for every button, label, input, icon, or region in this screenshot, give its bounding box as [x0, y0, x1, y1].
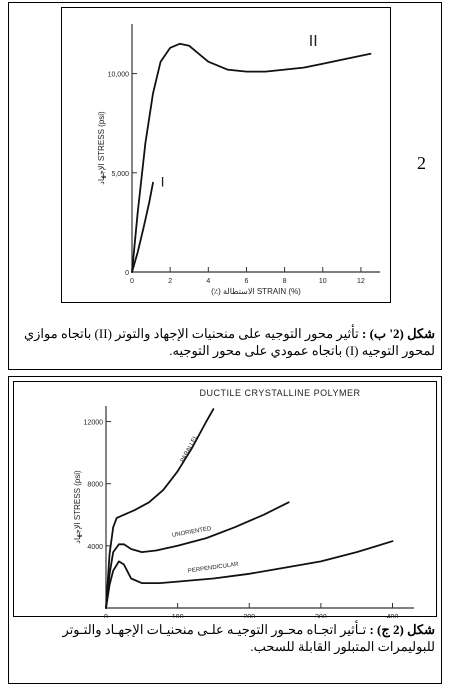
x-axis-label: (٪) الاستطالة STRAIN (%) — [211, 287, 301, 296]
chart-1-svg — [62, 8, 392, 304]
stress-strain-plot-1 — [61, 7, 391, 303]
series-line-unoriented — [106, 502, 289, 608]
x-tick-label: 400 — [386, 614, 399, 618]
x-tick-label: 2 — [168, 278, 173, 285]
series-label-unoriented: UNORIENTED — [171, 526, 212, 539]
series-label-perpendicular: PERPENDICULAR — [187, 561, 239, 575]
chart-2-svg — [14, 382, 438, 618]
y-axis-label: الإجهاد STRESS (psi) — [73, 470, 82, 544]
x-tick-label: 4 — [206, 278, 211, 285]
x-tick-label: 0 — [130, 278, 134, 285]
x-tick-label: 10 — [318, 278, 327, 285]
figure-1-caption — [15, 325, 435, 359]
caption-text: تأثير محور التوجيه على منحنيات الإجهاد والتوتر (II) باتجاه موازي لمحور التوجيه (I) باتجاه عمودي على محور التوجيه. — [23, 326, 435, 358]
y-tick-label: 4000 — [87, 543, 103, 551]
caption-label: شكل (2 ج) : — [369, 622, 435, 637]
series-line-i — [132, 183, 153, 272]
caption-label: شكل (2' ب) : — [361, 326, 435, 341]
x-tick-label: 200 — [243, 614, 256, 618]
x-tick-label: 300 — [315, 614, 327, 618]
series-label-i: I — [160, 173, 165, 190]
figure-2-caption — [15, 621, 435, 655]
figure-2-panel — [8, 376, 442, 684]
y-axis-label: الإجهاد STRESS (psi) — [97, 111, 106, 185]
series-line-ii — [132, 44, 371, 272]
series-label-parallel: PARALLEL — [179, 434, 200, 464]
chart-title: DUCTILE CRYSTALLINE POLYMER — [199, 388, 361, 398]
figure-1-panel — [8, 2, 442, 370]
stress-strain-plot-2 — [13, 381, 437, 617]
x-tick-label: 6 — [244, 278, 249, 285]
x-tick-label: 100 — [171, 614, 184, 618]
x-tick-label: 0 — [104, 614, 108, 618]
series-label-ii: II — [308, 32, 318, 50]
figure-number: 2 — [417, 153, 426, 173]
x-tick-label: 8 — [282, 278, 287, 285]
y-tick-label: 0 — [125, 270, 129, 277]
y-tick-label: 12000 — [83, 419, 103, 427]
y-tick-label: 8000 — [87, 481, 103, 489]
y-tick-label: 10,000 — [107, 71, 129, 79]
caption-text: تـأثير اتجـاه محـور التوجيـه علـى منحنيـات الإجهـاد والتـوتر للبوليمرات المتبلور القابلة للسحب. — [62, 622, 435, 654]
y-tick-label: 5,000 — [111, 170, 129, 178]
x-tick-label: 12 — [357, 278, 365, 285]
